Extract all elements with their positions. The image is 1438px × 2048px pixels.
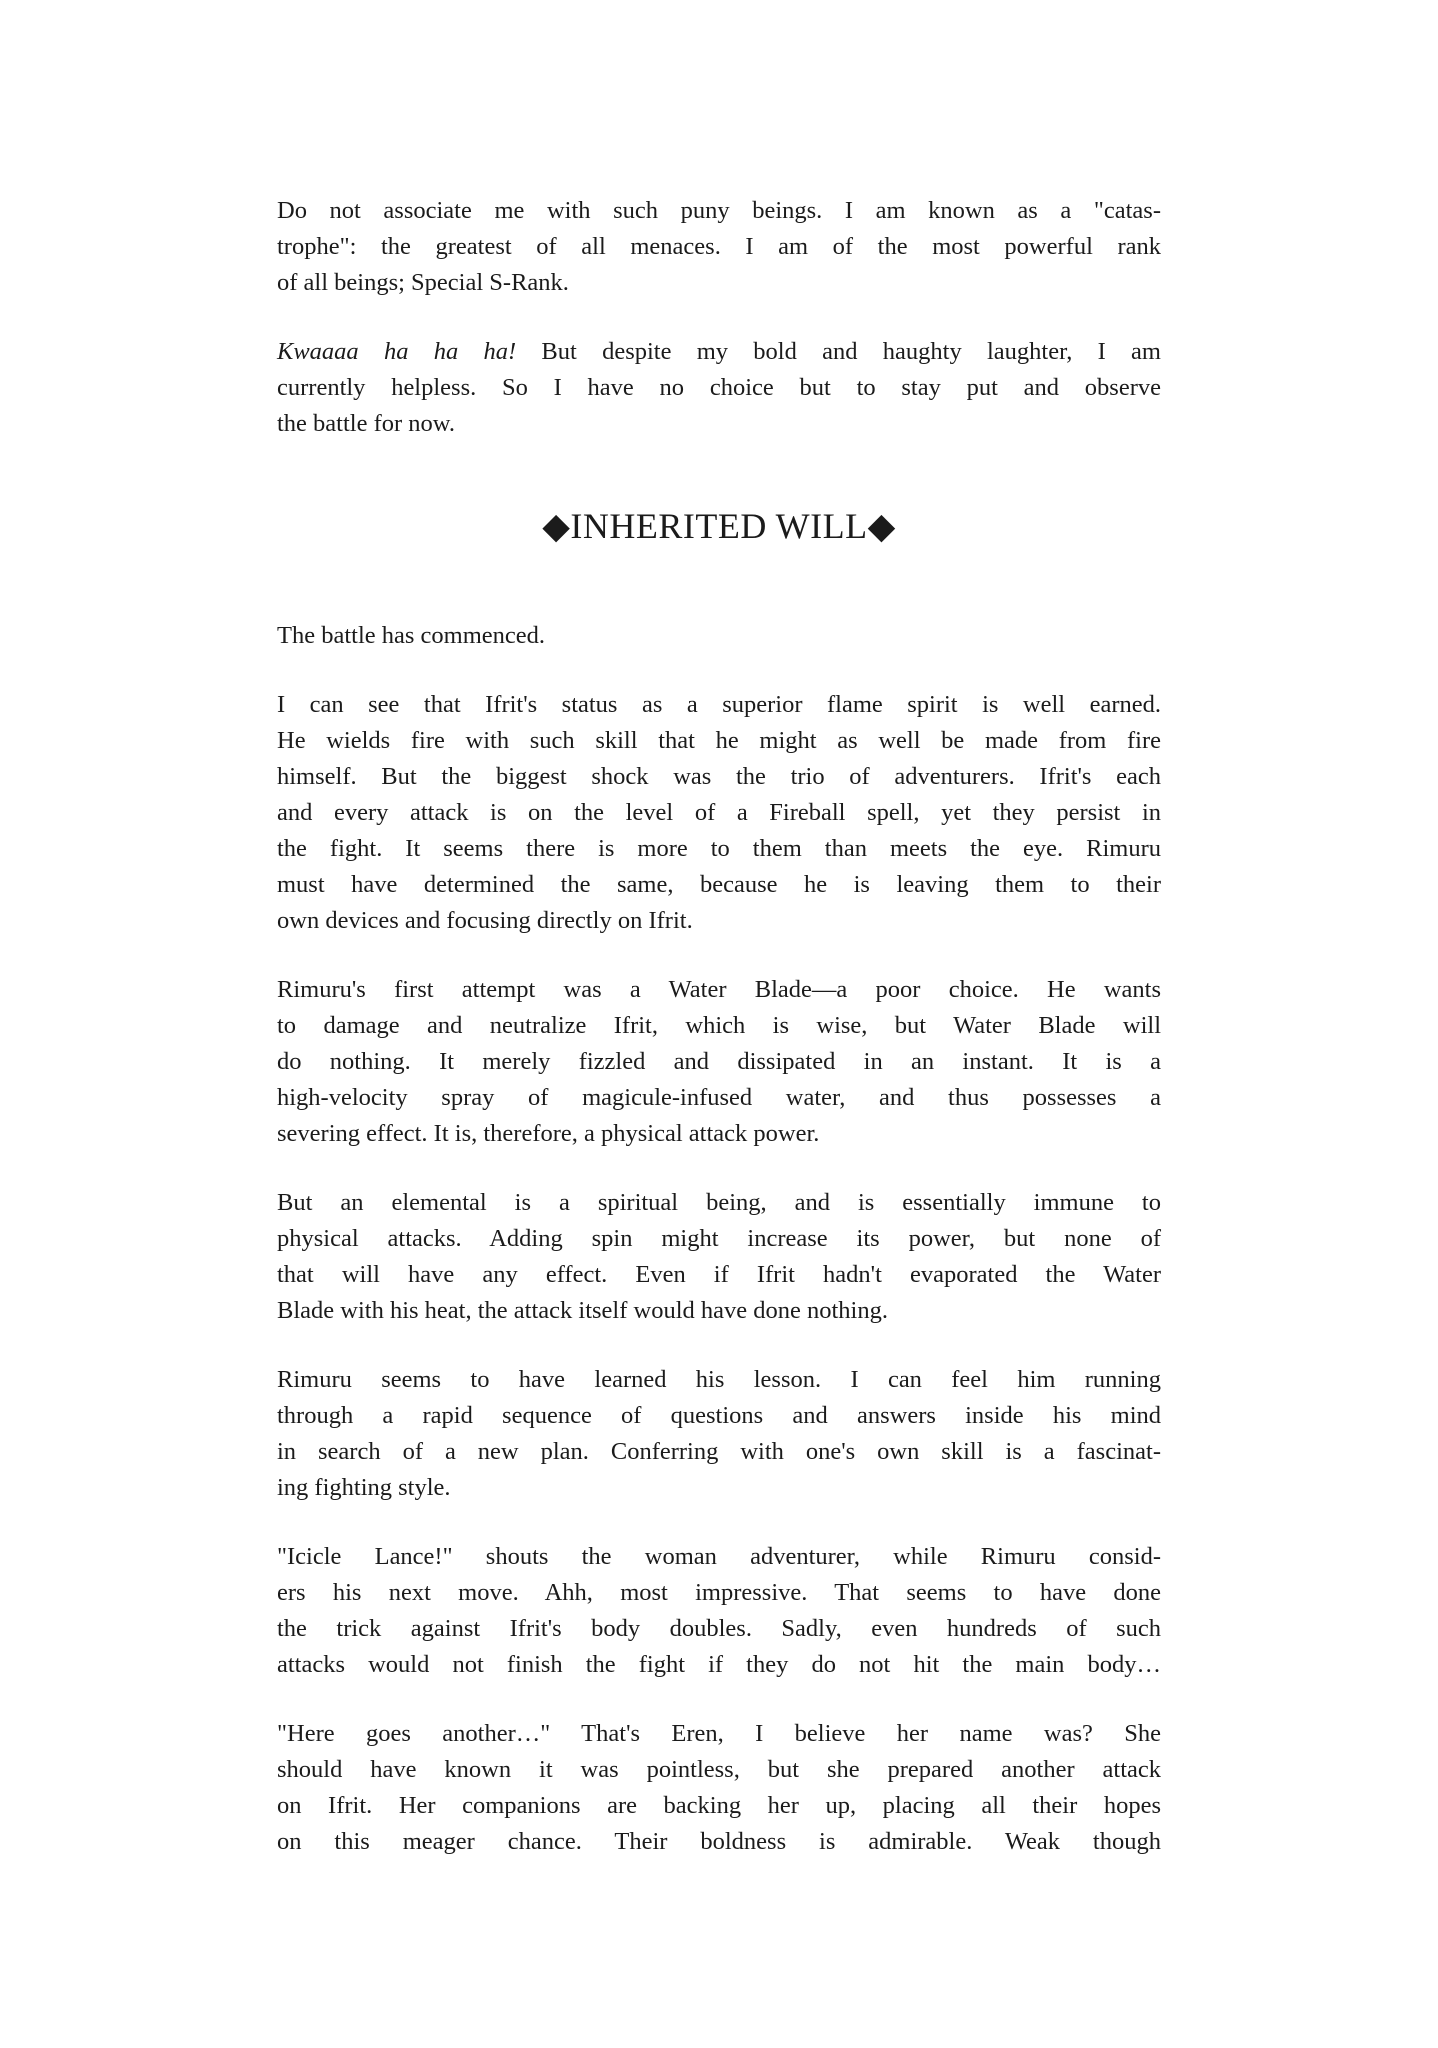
- text-line: trophe": the greatest of all menaces. I am of the most powerful rank: [277, 233, 1161, 260]
- italic-text-segment: Kwaaaa ha ha ha!: [277, 338, 517, 365]
- text-line: Rimuru's first attempt was a Water Blade—a poor choice. He wants: [277, 976, 1161, 1003]
- text-line: should have known it was pointless, but she prepared another attack: [277, 1756, 1161, 1783]
- text-line: He wields fire with such skill that he might as well be made from fire: [277, 727, 1161, 754]
- text-line: The battle has commenced.: [277, 622, 546, 649]
- section-heading: ◆INHERITED WILL◆: [542, 506, 896, 546]
- text-line: ers his next move. Ahh, most impressive. That seems to have done: [277, 1579, 1161, 1606]
- text-line: the fight. It seems there is more to them than meets the eye. Rimuru: [277, 835, 1161, 862]
- text-line: himself. But the biggest shock was the trio of adventurers. Ifrit's each: [277, 763, 1161, 790]
- paragraph: [277, 972, 1161, 1152]
- text-line: [277, 334, 1161, 370]
- paragraph: [277, 193, 1161, 301]
- paragraph: [277, 1185, 1161, 1329]
- text-line: "Here goes another…" That's Eren, I believe her name was? She: [277, 1720, 1161, 1747]
- text-line: to damage and neutralize Ifrit, which is wise, but Water Blade will: [277, 1012, 1161, 1039]
- text-line: and every attack is on the level of a Fireball spell, yet they persist in: [277, 799, 1161, 826]
- text-line: Rimuru seems to have learned his lesson. I can feel him running: [277, 1366, 1161, 1393]
- text-line: But an elemental is a spiritual being, and is essentially immune to: [277, 1189, 1161, 1216]
- text-line: currently helpless. So I have no choice but to stay put and observe: [277, 374, 1161, 401]
- text-line: I can see that Ifrit's status as a superior flame spirit is well earned.: [277, 691, 1161, 718]
- text-line: Do not associate me with such puny beings. I am known as a "catas-: [277, 197, 1161, 224]
- text-line: own devices and focusing directly on Ifrit.: [277, 907, 693, 934]
- text-line: attacks would not finish the fight if they do not hit the main body…: [277, 1651, 1161, 1678]
- text-line: of all beings; Special S-Rank.: [277, 269, 569, 296]
- text-column: [277, 193, 1161, 1860]
- text-line: do nothing. It merely fizzled and dissipated in an instant. It is a: [277, 1048, 1161, 1075]
- text-line: through a rapid sequence of questions and answers inside his mind: [277, 1402, 1161, 1429]
- text-line: the battle for now.: [277, 410, 456, 437]
- text-line: in search of a new plan. Conferring with one's own skill is a fascinat-: [277, 1438, 1161, 1465]
- text-line: must have determined the same, because he is leaving them to their: [277, 871, 1161, 898]
- paragraph: [277, 618, 1161, 654]
- text-line: that will have any effect. Even if Ifrit hadn't evaporated the Water: [277, 1261, 1161, 1288]
- text-segment: But despite my bold and haughty laughter, I am: [516, 338, 1161, 365]
- paragraph: [277, 1539, 1161, 1683]
- text-line: high-velocity spray of magicule-infused water, and thus possesses a: [277, 1084, 1161, 1111]
- paragraph: [277, 1716, 1161, 1860]
- paragraph: [277, 1362, 1161, 1506]
- text-line: on Ifrit. Her companions are backing her up, placing all their hopes: [277, 1792, 1161, 1819]
- text-line: Blade with his heat, the attack itself would have done nothing.: [277, 1297, 888, 1324]
- text-line: on this meager chance. Their boldness is admirable. Weak though: [277, 1828, 1161, 1855]
- paragraph: [277, 334, 1161, 442]
- text-line: severing effect. It is, therefore, a physical attack power.: [277, 1120, 820, 1147]
- text-line: "Icicle Lance!" shouts the woman adventurer, while Rimuru consid-: [277, 1543, 1161, 1570]
- text-line: ing fighting style.: [277, 1474, 451, 1501]
- text-line: the trick against Ifrit's body doubles. Sadly, even hundreds of such: [277, 1615, 1161, 1642]
- paragraph: [277, 687, 1161, 939]
- text-line: physical attacks. Adding spin might increase its power, but none of: [277, 1225, 1161, 1252]
